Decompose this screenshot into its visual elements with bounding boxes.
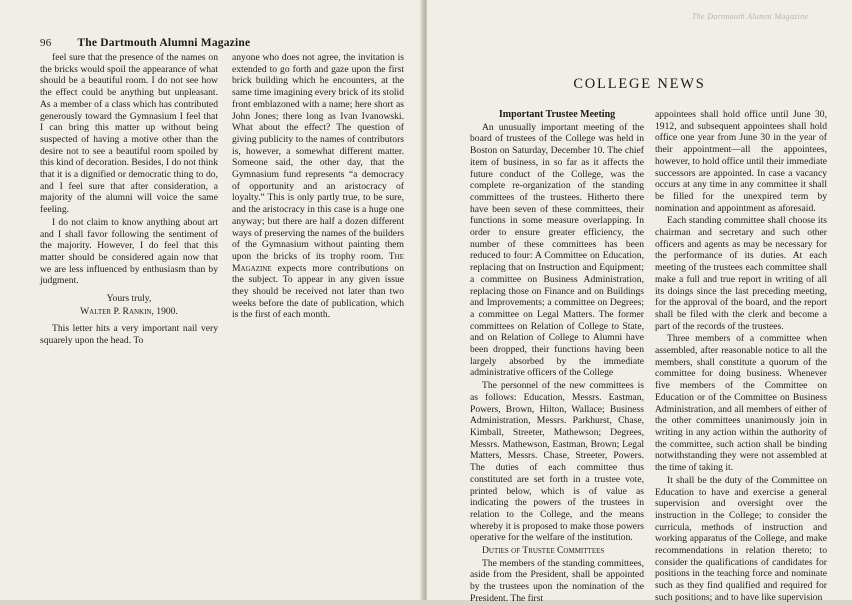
paragraph: appointees shall hold office until June 30, 1912, and subsequent appointees shall hold office one year from June 30 in the year of their appointment—all the appointees, however, to hold office until their immediate successors are appointed. In case a vacancy occurs at any time in any committee it shall be filled for the unexpired term by nomination and appointment as aforesaid. [655,109,827,214]
left-page [0,0,423,600]
paragraph: The members of the standing committees, aside from the President, shall be appointed by the trustees upon the nomination of the President. The first [470,557,644,604]
paragraph: I do not claim to know anything about art and I shall favor following the sentiment of the majority. However, I do feel that this matter should be considered again now that we are less influenced by enthusiasm than by judgment. [40,216,218,287]
section-title: COLLEGE NEWS [573,76,706,92]
right-column-1 [470,109,644,605]
right-page [427,0,852,604]
paragraph-text: expects more contributions on the subject. To appear in any given issue they should be received not later than two weeks before the date of publication, which is the first of each month. [232,262,404,321]
paragraph: Each standing committee shall choose its chairman and secretary and such other officers and agents as may be necessary for the performance of its duties. At each meeting of the trustees each committee shall make a full and true report in writing of all its doings since the last preceding meeting, for the approval of the board, and the report shall be filed with the clerk and become a part of the records of the trustees. [655,215,827,332]
article-title: Important Trustee Meeting [498,109,616,120]
running-title: The Dartmouth Alumni Magazine [77,37,251,49]
signoff-closing: Yours truly, [106,293,152,305]
signoff-name: Walter P. Rankin, 1900. [80,305,178,317]
left-column-1 [40,52,218,347]
left-column-2 [232,52,404,321]
paragraph-text: anyone who does not agree, the invitation is extended to go forth and gaze upon the first brick building which he encounters, at the same time imagining every brick of its stolid front emblazoned with a name; here short as John Jones; there long as Ivan Ivanowski. What about the effect? The question of giving publicity to the names of contributors is, however, a somewhat different matter. Someone said, the other day, that the Gymnasium fund represents “a democracy of opportunity and an aristocracy of loyalty.” This is only partly true, to be sure, and the aristocracy in this case is a huge one anyway; but there are half a dozen different ways of preserving the names of the builders of the Gymnasium without painting them upon the bricks of its trophy room. [232,52,404,262]
paragraph: feel sure that the presence of the names on the bricks would spoil the appearance of what should be a beautiful room. I do not see how the effect could be anything but unpleasant. As a member of a class which has contributed generously toward the Gymnasium I feel that I can bring this matter up without being suspected of having a motive other than the desire not to see a beautiful room spoiled by this kind of decoration. Besides, I do not think that it is a dignified or democratic thing to do, and I feel sure that after consideration, a majority of the alumni will voice the same feeling. [40,52,218,216]
paragraph: An unusually important meeting of the board of trustees of the College was held in Boston on Saturday, December 10. The chief item of business, in so far as it affects the future conduct of the College, was the complete re-organization of the standing committees of the trustees. Hitherto there have been seven of these committees, their functions in some measure overlapping. In order to ensure greater efficiency, the number of these committees has been reduced to four: A Committee on Education, replacing that on Instruction and Equipment; a committee on Business Administration, replacing those on Finance and on Buildings and Improvements; a committee on Degrees; a committee on Legal Matters. The former committees on Relation of College to State, and on Relation of College to Alumni have been dropped, their functions having been largely absorbed by the immediate administrative officers of the College [470,121,644,379]
magazine-name: The Magazine [232,250,404,274]
paragraph: The personnel of the new committees is as follows: Education, Messrs. Eastman, Powers, Brown, Hilton, Wallace; Business Administration, Messrs. Parkhurst, Chase, Kimball, Streeter, Mathewson; Degrees, Messrs. Mathewson, Eastman, Brown; Legal Matters, Messrs. Chase, Streeter, Powers. The duties of each committee thus constituted are set forth in a trustee vote, printed below, which is of value as indicating the powers of the trustees in relation to the College, and the means whereby it is proposed to make those powers operative for the welfare of the institution. [470,380,644,544]
paragraph: Three members of a committee when assembled, after reasonable notice to all the members, shall constitute a quorum of the committee for doing business. Whenever five members of the Committee on Education or of the Committee on Business Administration, and all members of either of the other committees unanimously join in writing in any action within the authority of the committee, such action shall be binding notwithstanding they were not assembled at the time of taking it. [655,333,827,474]
page-number: 96 [40,37,52,49]
paragraph: This letter hits a very important nail very squarely upon the head. To [40,323,218,347]
running-head [40,37,250,49]
duties-heading: Duties of Trustee Committees [482,545,605,557]
paragraph: It shall be the duty of the Committee on Education to have and exercise a general supervision and oversight over the instruction in the College; to consider the curricula, methods of instruction and working apparatus of the College, and make recommendations in relation thereto; to consider the qualifications of candidates for positions in the teaching force and nominate such as they find qualified and required for such positions; and to have like supervision [655,474,827,603]
paragraph [232,52,404,321]
bleed-through-running-head: The Dartmouth Alumni Magazine [692,12,809,21]
right-column-2 [655,109,827,604]
